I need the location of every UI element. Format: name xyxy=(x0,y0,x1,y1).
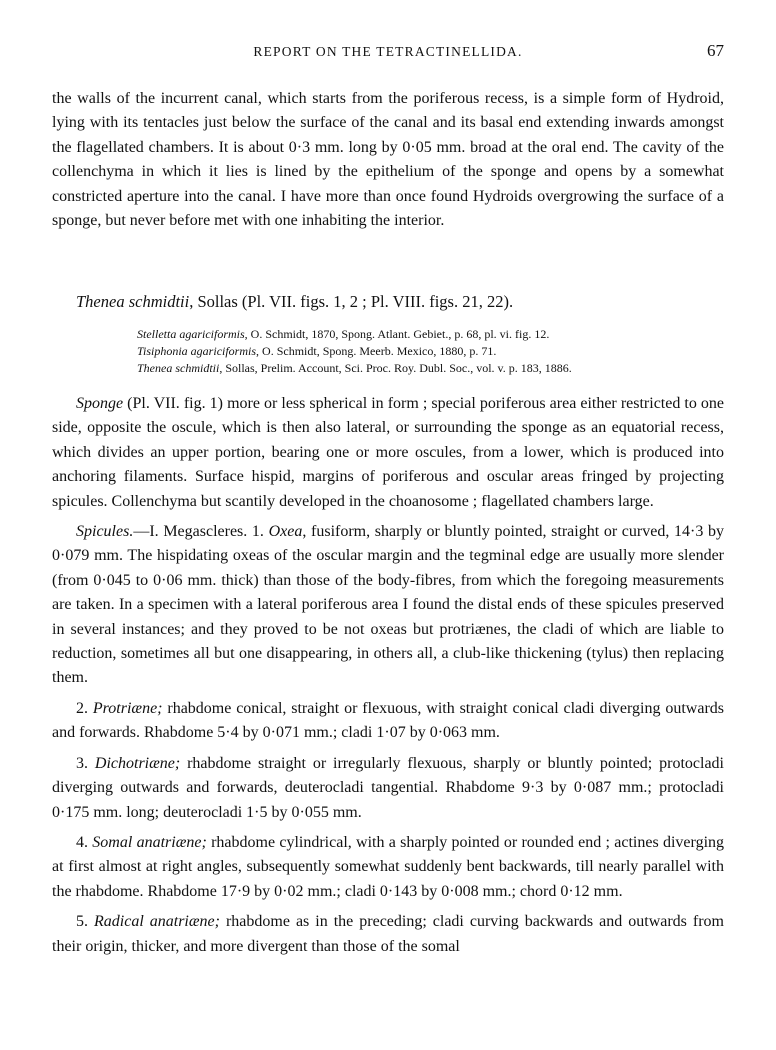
intro-paragraph: the walls of the incurrent canal, which starts from the poriferous recess, is a simple form of Hydroid, lying with its tentacles just below the surface of the canal and its basal end extending inwards amongst the flagellated chambers. It is about 0·3 mm. long by 0·05 mm. broad at the oral end. The cavity of the collenchyma in which it lies is lined by the epithelium of the sponge and opens by a somewhat constricted aperture into the canal. I have more than once found Hydroids overgrowing the surface of a sponge, but never before met with one inhabiting the interior. xyxy=(52,90,724,230)
item-text: rhabdome conical, straight or flexuous, with straight conical cladi diverging outwards and forwards. Rhabdome 5·4 by 0·071 mm.; cladi 1·07 by 0·063 mm. xyxy=(52,699,725,742)
item-text: rhabdome straight or irregularly flexuous, sharply or bluntly pointed; protocladi diverging outwards and forwards, deuterocladi tangential. Rhabdome 9·3 by 0·087 mm.; protocladi 0·175 mm. long; deuterocladi 1·5 by 0·055 mm. xyxy=(52,754,725,821)
item-number: 5. xyxy=(76,913,94,931)
item-term: Radical anatriæne; xyxy=(94,913,220,931)
spicules-paragraph xyxy=(52,520,724,691)
synonym-entry xyxy=(137,326,727,343)
synonym-name: Stelletta agariciformis xyxy=(137,327,245,341)
item-text: rhabdome as in the preceding; cladi curving backwards and outwards from their origin, thicker, and more divergent than those of the somal xyxy=(52,913,725,955)
item-term: Somal anatriæne; xyxy=(92,833,207,851)
item-number: 2. xyxy=(76,699,93,717)
item-text: rhabdome cylindrical, with a sharply pointed or rounded end ; actines diverging at first almost at right angles, subsequently somewhat suddenly bent backwards, till nearly parallel with the rhabdome. Rhabdome 17·9 by 0·02 mm.; cladi 0·143 by 0·008 mm.; chord 0·12 mm. xyxy=(52,833,725,900)
species-heading xyxy=(76,292,513,312)
synonym-ref: , O. Schmidt, Spong. Meerb. Mexico, 1880, p. 71. xyxy=(256,344,497,358)
species-author-refs: , Sollas (Pl. VII. figs. 1, 2 ; Pl. VIII. figs. 21, 22). xyxy=(189,292,514,311)
synonym-ref: , Sollas, Prelim. Account, Sci. Proc. Roy. Dubl. Soc., vol. v. p. 183, 1886. xyxy=(219,361,572,375)
synonym-entry xyxy=(137,343,727,360)
item-number: 4. xyxy=(76,833,93,851)
description-body xyxy=(52,392,724,965)
spicules-lead: Spicules. xyxy=(76,523,134,541)
running-title: REPORT ON THE TETRACTINELLIDA. xyxy=(253,44,523,59)
synonymy-list xyxy=(137,326,727,377)
synonym-ref: , O. Schmidt, 1870, Spong. Atlant. Gebiet., p. 68, pl. vi. fig. 12. xyxy=(244,327,550,341)
item-term: Dichotriæne; xyxy=(94,754,181,772)
spicules-text: , fusiform, sharply or bluntly pointed, straight or curved, 14·3 by 0·079 mm. The hispidating oxeas of the oscular margin and the tegminal edge are usually more slender (from 0·045 to 0·06 mm. thick) than those of the body-fibres, from which the foregoing measurements are taken. In a specimen with a lateral poriferous area I found the distal ends of these spicules preserved in several instances; and they proved to be not oxeas but protriænes, the cladi of which are liable to reduction, sometimes all but one disappearing, in others all, a club-like thickening (tylus) then replacing them. xyxy=(52,523,724,687)
sponge-lead: Sponge xyxy=(76,395,124,412)
page-number: 67 xyxy=(707,41,724,60)
synonym-entry xyxy=(137,360,727,377)
synonym-name: Thenea schmidtii xyxy=(137,361,220,375)
synonym-name: Tisiphonia agariciformis xyxy=(137,344,257,358)
item-term: Protriæne; xyxy=(92,699,163,717)
spicule-item xyxy=(52,831,724,904)
spicule-item xyxy=(52,752,724,825)
sponge-text: (Pl. VII. fig. 1) more or less spherical in form ; special poriferous area either restricted to one side, opposite the oscule, which is then also lateral, or surrounding the sponge as an equatorial recess, which divides an upper portion, bearing one or more oscules, from a lower, which is produced into anchoring filaments. Surface hispid, margins of poriferous and oscular areas fringed by projecting spicules. Collenchyma but scantily developed in the choanosome ; flagellated chambers large. xyxy=(52,395,724,510)
item-number: 3. xyxy=(76,754,95,772)
spicule-item xyxy=(52,910,724,959)
spicule-item xyxy=(52,697,724,746)
spicules-part1: —I. Megascleres. 1. xyxy=(133,523,269,541)
spicules-term: Oxea xyxy=(268,523,303,541)
species-name: Thenea schmidtii xyxy=(76,292,190,311)
running-head xyxy=(52,41,724,66)
sponge-paragraph xyxy=(52,392,724,514)
